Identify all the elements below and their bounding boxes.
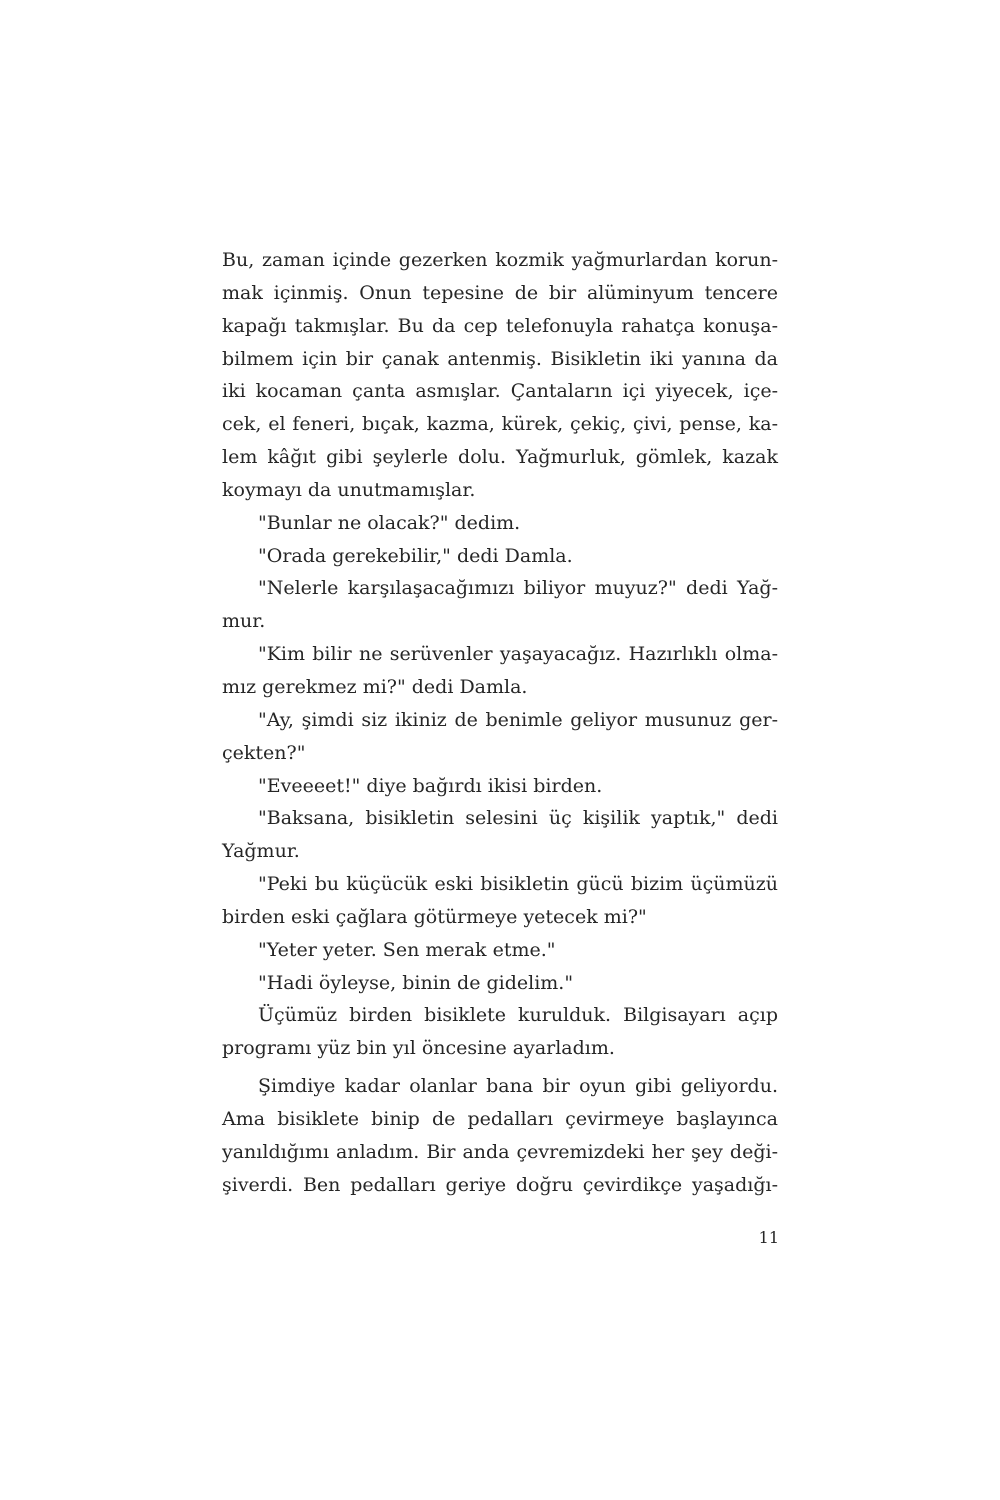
text-line: "Eveeeet!" diye bağırdı ikisi birden. [258,774,603,797]
text-line: "Nelerle karşılaşacağımızı biliyor muyuz?" dedi Yağ- [258,577,778,600]
text-line: Şimdiye kadar olanlar bana bir oyun gibi geliyordu. [258,1075,778,1098]
text-line: "Bunlar ne olacak?" dedim. [258,511,521,534]
text-line: "Kim bilir ne serüvenler yaşayacağız. Hazırlıklı olma- [258,643,778,666]
text-line: yanıldığımı anladım. Bir anda çevremizdeki her şey deği- [222,1140,778,1163]
text-line: Yağmur. [222,840,300,863]
text-line: iki kocaman çanta asmışlar. Çantaların içi yiyecek, içe- [222,380,778,403]
text-line: lem kâğıt gibi şeylerle dolu. Yağmurluk, gömlek, kazak [222,446,778,469]
text-line: çekten?" [222,741,306,764]
page-number: 11 [758,1228,779,1247]
text-line: "Baksana, bisikletin selesini üç kişilik yaptık," dedi [258,807,778,830]
text-line: mur. [222,610,266,633]
text-line: bilmem için bir çanak antenmiş. Bisikletin iki yanına da [222,347,778,370]
text-line: kapağı takmışlar. Bu da cep telefonuyla rahatça konuşa- [222,314,778,337]
body-text [222,244,778,1201]
text-line: cek, el feneri, bıçak, kazma, kürek, çekiç, çivi, pense, ka- [222,413,778,436]
text-line: Üçümüz birden bisiklete kurulduk. Bilgisayarı açıp [258,1004,778,1027]
text-line: Ama bisiklete binip de pedalları çevirmeye başlayınca [222,1107,778,1130]
text-line: mak içinmiş. Onun tepesine de bir alüminyum tencere [222,281,778,304]
text-line: "Ay, şimdi siz ikiniz de benimle geliyor musunuz ger- [258,708,778,731]
text-line: "Peki bu küçücük eski bisikletin gücü bizim üçümüzü [258,873,778,896]
text-line: "Yeter yeter. Sen merak etme." [258,938,556,961]
text-line: Bu, zaman içinde gezerken kozmik yağmurlardan korun- [222,249,778,271]
text-line: "Hadi öyleyse, binin de gidelim." [258,971,574,994]
text-line: birden eski çağlara götürmeye yetecek mi?" [222,905,647,928]
text-line: programı yüz bin yıl öncesine ayarladım. [222,1037,615,1060]
text-line: şiverdi. Ben pedalları geriye doğru çevirdikçe yaşadığı- [222,1173,778,1196]
text-line: mız gerekmez mi?" dedi Damla. [222,675,528,698]
text-line: koymayı da unutmamışlar. [222,478,476,501]
text-line: "Orada gerekebilir," dedi Damla. [258,544,573,567]
